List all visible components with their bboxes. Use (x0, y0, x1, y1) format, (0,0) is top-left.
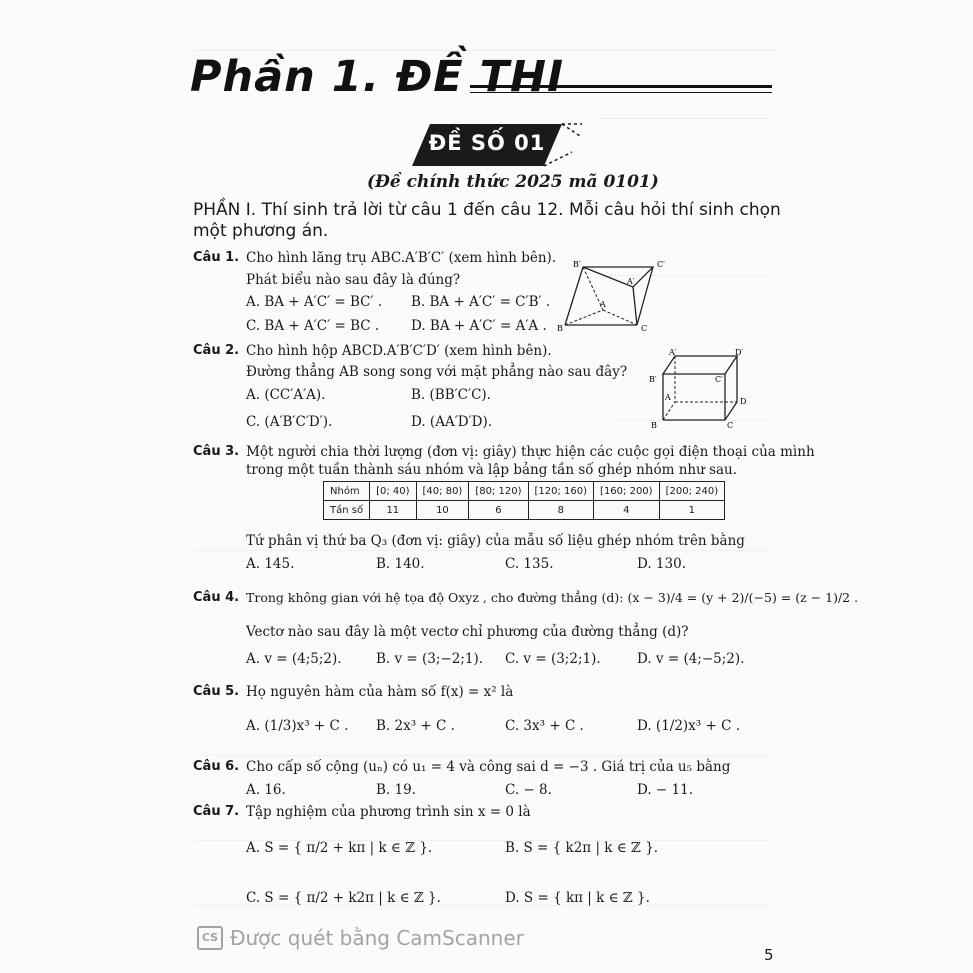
vertex-label: A′ (627, 277, 635, 286)
option-a: A. 145. (246, 556, 295, 572)
option-c: C. v = (3;2;1). (505, 651, 601, 667)
question-text: trong một tuần thành sáu nhóm và lập bảng tần số ghép nhóm như sau. (246, 462, 738, 478)
vertex-label: D′ (735, 348, 744, 357)
table-cell: [160; 200) (594, 482, 660, 501)
option-c: C. BA + A′C′ = BC . (246, 318, 380, 334)
table-cell: 8 (528, 501, 594, 520)
question-label: Câu 6. (193, 759, 240, 774)
vertex-label: C′ (657, 260, 665, 269)
vertex-label: A (665, 393, 671, 402)
table-cell: Tần số (324, 501, 370, 520)
exam-subtitle: (Đề chính thức 2025 mã 0101) (367, 172, 659, 192)
option-a: A. 16. (246, 782, 286, 798)
option-d: D. 130. (637, 556, 686, 572)
option-c: C. − 8. (505, 782, 552, 798)
question-text: Một người chia thời lượng (đơn vị: giây) thực hiện các cuộc gọi điện thoại của mình (246, 444, 815, 460)
question-text: Vectơ nào sau đây là một vectơ chỉ phương của đường thẳng (d)? (246, 624, 689, 640)
option-a: A. (CC′A′A). (246, 387, 326, 403)
option-d: D. BA + A′C′ = A′A . (411, 318, 547, 334)
question-label: Câu 4. (193, 590, 240, 605)
question-label: Câu 1. (193, 250, 240, 265)
option-b: B. BA + A′C′ = C′B′ . (411, 294, 551, 310)
option-c: C. S = { π/2 + k2π | k ∈ ℤ }. (246, 890, 441, 906)
vertex-label: B′ (649, 375, 657, 384)
option-a: A. S = { π/2 + kπ | k ∈ ℤ }. (246, 840, 433, 856)
table-cell: 1 (659, 501, 725, 520)
page-number: 5 (764, 946, 774, 964)
vertex-label: A (600, 300, 606, 309)
option-b: B. (BB′C′C). (411, 387, 491, 403)
exam-tag-label: ĐỀ SỐ 01 (428, 131, 546, 155)
question-label: Câu 7. (193, 804, 240, 819)
table-cell: 4 (594, 501, 660, 520)
option-b: B. 140. (376, 556, 425, 572)
question-text: Tập nghiệm của phương trình sin x = 0 là (246, 804, 531, 820)
option-b: B. 2x³ + C . (376, 718, 455, 734)
question-label: Câu 2. (193, 343, 240, 358)
question-text: Trong không gian với hệ tọa độ Oxyz , cho đường thẳng (d): (x − 3)/4 = (y + 2)/(−5) = (z − 1)/2 . (246, 590, 859, 605)
question-text: Cho hình hộp ABCD.A′B′C′D′ (xem hình bên). (246, 343, 552, 359)
question-text: Họ nguyên hàm của hàm số f(x) = x² là (246, 684, 514, 700)
part-title: Phần 1. ĐỀ THI (190, 52, 564, 102)
table-cell: [200; 240) (659, 482, 725, 501)
frequency-table (323, 481, 725, 520)
vertex-label: C (727, 421, 734, 430)
vertex-label: B′ (573, 260, 581, 269)
question-text: Tứ phân vị thứ ba Q₃ (đơn vị: giây) của mẫu số liệu ghép nhóm trên bằng (246, 533, 745, 549)
table-cell: [80; 120) (469, 482, 528, 501)
option-b: B. 19. (376, 782, 416, 798)
table-cell: [0; 40) (370, 482, 416, 501)
table-row (324, 501, 725, 520)
scanner-watermark: Được quét bằng CamScanner (230, 926, 524, 950)
option-b: B. S = { k2π | k ∈ ℤ }. (505, 840, 659, 856)
question-label: Câu 3. (193, 444, 240, 459)
option-a: A. BA + A′C′ = BC′ . (246, 294, 383, 310)
vertex-label: A′ (669, 348, 677, 357)
table-cell: [40; 80) (416, 482, 469, 501)
table-cell: 6 (469, 501, 528, 520)
question-text: Đường thẳng AB song song với mặt phẳng nào sau đây? (246, 364, 628, 380)
option-d: D. (AA′D′D). (411, 414, 493, 430)
option-a: A. (1/3)x³ + C . (246, 718, 349, 734)
option-c: C. (A′B′C′D′). (246, 414, 333, 430)
option-a: A. v = (4;5;2). (246, 651, 342, 667)
table-cell: Nhóm (324, 482, 370, 501)
option-c: C. 135. (505, 556, 554, 572)
section-intro: PHẦN I. Thí sinh trả lời từ câu 1 đến câu 12. Mỗi câu hỏi thí sinh chọn một phương án. (193, 200, 781, 241)
vertex-label: C′ (715, 375, 723, 384)
vertex-label: D (740, 397, 747, 406)
question-text: Phát biểu nào sau đây là đúng? (246, 272, 461, 288)
camscanner-logo-icon: CS (197, 926, 223, 950)
exam-number-tag (412, 122, 562, 168)
option-c: C. 3x³ + C . (505, 718, 584, 734)
table-cell: [120; 160) (528, 482, 594, 501)
vertex-label: B (651, 421, 657, 430)
table-cell: 11 (370, 501, 416, 520)
box-figure (645, 348, 755, 433)
option-d: D. − 11. (637, 782, 693, 798)
table-row (324, 482, 725, 501)
prism-figure (555, 255, 680, 335)
question-label: Câu 5. (193, 684, 240, 699)
vertex-label: C (641, 324, 648, 333)
option-b: B. v = (3;−2;1). (376, 651, 484, 667)
question-text: Cho hình lăng trụ ABC.A′B′C′ (xem hình bên). (246, 250, 557, 266)
title-rule (470, 85, 772, 93)
table-cell: 10 (416, 501, 469, 520)
question-text: Cho cấp số cộng (uₙ) có u₁ = 4 và công sai d = −3 . Giá trị của u₅ bằng (246, 759, 731, 775)
option-d: D. S = { kπ | k ∈ ℤ }. (505, 890, 650, 906)
option-d: D. (1/2)x³ + C . (637, 718, 741, 734)
option-d: D. v = (4;−5;2). (637, 651, 745, 667)
vertex-label: B (557, 324, 563, 333)
